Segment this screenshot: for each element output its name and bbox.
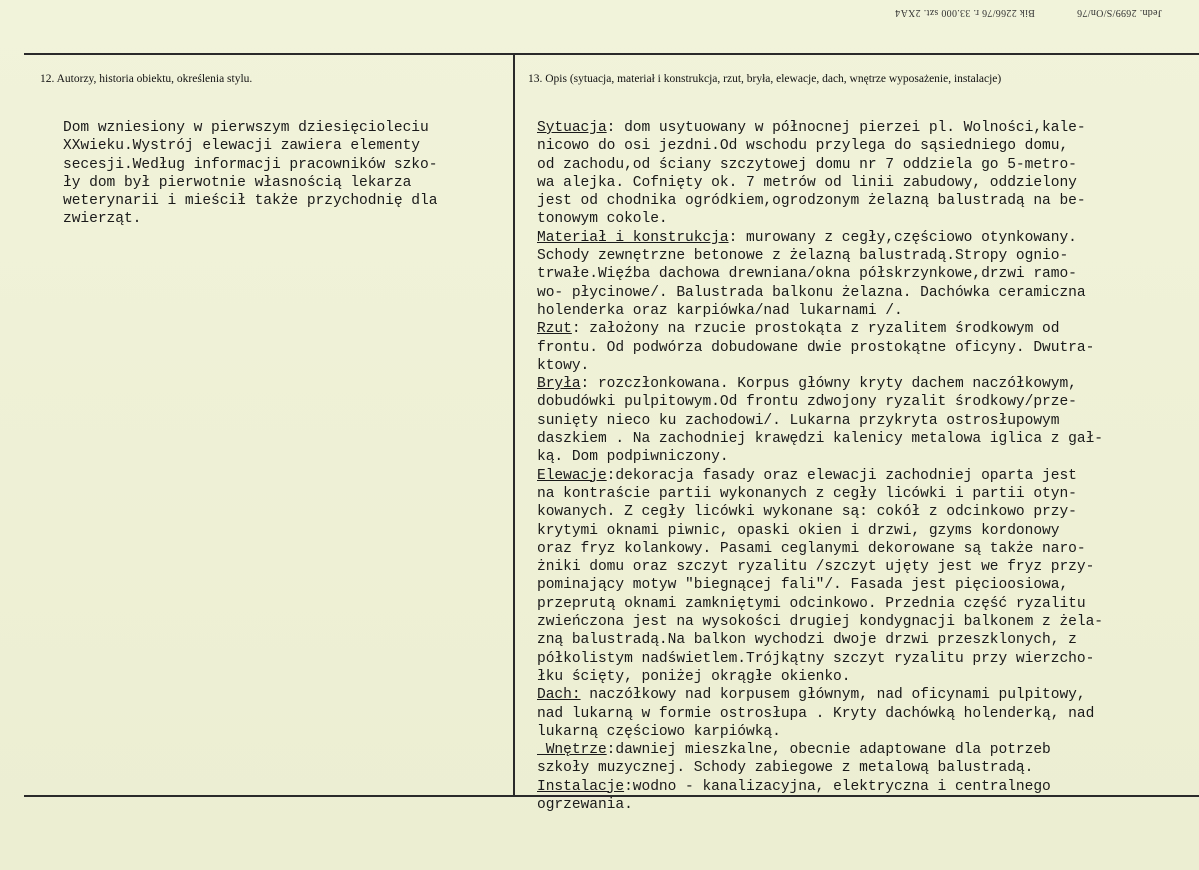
description-line bbox=[537, 210, 1103, 228]
description-text: : rozczłonkowana. Korpus główny kryty dachem naczółkowym, bbox=[580, 376, 1077, 393]
description-line bbox=[537, 613, 1103, 631]
section-keyword: Dach: bbox=[537, 687, 581, 704]
description-text: jest od chodnika ogródkiem,ogrodzonym żelazną balustradą na be- bbox=[537, 193, 1086, 210]
description-typed-text bbox=[537, 119, 1103, 814]
history-typed-text bbox=[63, 119, 437, 229]
description-line bbox=[537, 247, 1103, 265]
description-line bbox=[537, 522, 1103, 540]
description-text: zną balustradą.Na balkon wychodzi dwoje drzwi przeszklonych, z bbox=[537, 632, 1077, 649]
description-line bbox=[537, 723, 1103, 741]
description-line bbox=[537, 174, 1103, 192]
description-text: : murowany z cegły,częściowo otynkowany. bbox=[728, 229, 1077, 246]
description-text: daszkiem . Na zachodniej krawędzi kalenicy metalowa iglica z gał- bbox=[537, 431, 1103, 448]
description-line bbox=[537, 156, 1103, 174]
section-keyword: Rzut bbox=[537, 321, 572, 338]
description-text: :wodno - kanalizacyjna, elektryczna i centralnego bbox=[624, 778, 1051, 795]
description-text: żniki domu oraz szczyt ryzalitu /szczyt ujęty jest we fryz przy- bbox=[537, 559, 1095, 576]
description-text: ogrzewania. bbox=[537, 796, 633, 813]
description-line bbox=[537, 137, 1103, 155]
description-line bbox=[537, 320, 1103, 338]
description-line bbox=[537, 759, 1103, 777]
description-line bbox=[537, 668, 1103, 686]
section-keyword: Sytuacja bbox=[537, 120, 607, 136]
section-13-header: 13. Opis (sytuacja, materiał i konstrukcja, rzut, bryła, elewacje, dach, wnętrze wyposażenie, instalacje) bbox=[528, 73, 1002, 85]
description-text: na kontraście partii wykonanych z cegły licówki i partii otyn- bbox=[537, 485, 1077, 502]
description-line bbox=[537, 448, 1103, 466]
description-line bbox=[537, 540, 1103, 558]
description-line bbox=[537, 631, 1103, 649]
print-code-left: Jedn. 2699/S/On/76 bbox=[1076, 7, 1162, 18]
description-text: : założony na rzucie prostokąta z ryzalitem środkowym od bbox=[571, 321, 1060, 338]
description-line bbox=[537, 393, 1103, 411]
description-line bbox=[537, 796, 1103, 814]
description-text: nicowo do osi jezdni.Od wschodu przylega do sąsiedniego domu, bbox=[537, 138, 1069, 155]
section-keyword: Materiał i konstrukcja bbox=[537, 229, 729, 246]
description-line bbox=[537, 485, 1103, 503]
description-text: tonowym cokole. bbox=[537, 211, 668, 228]
description-text: zwieńczona jest na wysokości drugiej kondygnacji balkonem z żela- bbox=[537, 614, 1103, 631]
description-line bbox=[537, 467, 1103, 485]
description-line bbox=[537, 412, 1103, 430]
description-text: :dawniej mieszkalne, obecnie adaptowane dla potrzeb bbox=[606, 742, 1051, 759]
description-text: :dekoracja fasady oraz elewacji zachodniej oparta jest bbox=[606, 467, 1077, 484]
description-line bbox=[537, 778, 1103, 796]
history-line: ły dom był pierwotnie własnością lekarza bbox=[63, 174, 412, 191]
description-line bbox=[537, 192, 1103, 210]
section-keyword: Wnętrze bbox=[537, 742, 607, 759]
history-line: Dom wzniesiony w pierwszym dziesięcioleciu bbox=[63, 120, 429, 136]
history-line: XXwieku.Wystrój elewacji zawiera elementy bbox=[63, 138, 421, 155]
history-line: zwierząt. bbox=[63, 211, 142, 228]
description-text: trwałe.Więźba dachowa drewniana/okna półskrzynkowe,drzwi ramo- bbox=[537, 266, 1077, 283]
description-line bbox=[537, 650, 1103, 668]
description-text: łku ścięty, poniżej okrągłe okienko. bbox=[537, 668, 851, 685]
description-line bbox=[537, 284, 1103, 302]
description-text: holenderka oraz karpiówka/nad lukarnami /. bbox=[537, 302, 903, 319]
description-line bbox=[537, 229, 1103, 247]
description-line bbox=[537, 705, 1103, 723]
column-divider bbox=[513, 55, 515, 795]
description-line bbox=[537, 302, 1103, 320]
description-text: dobudówki pulpitowym.Od frontu zdwojony ryzalit środkowy/prze- bbox=[537, 394, 1077, 411]
description-text: lukarną częściowo karpiówką. bbox=[537, 723, 781, 740]
description-text: krytymi oknami piwnic, opaski okien i drzwi, gzyms kordonowy bbox=[537, 522, 1060, 539]
description-line bbox=[537, 339, 1103, 357]
description-text: ktowy. bbox=[537, 357, 590, 374]
description-text: ką. Dom podpiwniczony. bbox=[537, 449, 729, 466]
description-line bbox=[537, 430, 1103, 448]
description-line bbox=[537, 686, 1103, 704]
description-line bbox=[537, 119, 1103, 137]
description-text: sunięty nieco ku zachodowi/. Lukarna przykryta ostrosłupowym bbox=[537, 412, 1060, 429]
description-text: Schody zewnętrzne betonowe z żelazną balustradą.Stropy ognio- bbox=[537, 248, 1069, 265]
section-keyword: Instalacje bbox=[537, 778, 625, 795]
description-text: szkoły muzycznej. Schody zabiegowe z metalową balustradą. bbox=[537, 760, 1034, 777]
description-line bbox=[537, 741, 1103, 759]
top-rule bbox=[24, 53, 1199, 55]
description-text: wo- płycinowe/. Balustrada balkonu żelazna. Dachówka ceramiczna bbox=[537, 284, 1086, 301]
description-line bbox=[537, 576, 1103, 594]
description-line bbox=[537, 595, 1103, 613]
section-keyword: Bryła bbox=[537, 376, 581, 393]
description-text: półkolistym nadświetlem.Trójkątny szczyt ryzalitu przy wierzcho- bbox=[537, 650, 1095, 667]
description-text: oraz fryz kolankowy. Pasami ceglanymi dekorowane są także naro- bbox=[537, 540, 1086, 557]
description-text: wa alejka. Cofnięty ok. 7 metrów od linii zabudowy, oddzielony bbox=[537, 174, 1077, 191]
description-text: przeprutą oknami zamkniętymi odcinkowo. Przednia część ryzalitu bbox=[537, 595, 1086, 612]
description-line bbox=[537, 357, 1103, 375]
description-text: kowanych. Z cegły licówki wykonane są: cokół z odcinkowo przy- bbox=[537, 504, 1077, 521]
description-text: naczółkowy nad korpusem głównym, nad oficynami pulpitowy, bbox=[580, 687, 1086, 704]
description-line bbox=[537, 265, 1103, 283]
description-text: nad lukarną w formie ostrosłupa . Kryty dachówką holenderką, nad bbox=[537, 705, 1095, 722]
description-line bbox=[537, 375, 1103, 393]
description-text: : dom usytuowany w północnej pierzei pl. Wolności,kale- bbox=[606, 120, 1086, 136]
history-line: secesji.Według informacji pracowników szko- bbox=[63, 156, 438, 173]
description-text: od zachodu,od ściany szczytowej domu nr 7 oddziela go 5-metro- bbox=[537, 156, 1077, 173]
section-12-header: 12. Autorzy, historia obiektu, określenia stylu. bbox=[40, 73, 253, 85]
description-line bbox=[537, 503, 1103, 521]
description-line bbox=[537, 558, 1103, 576]
print-code bbox=[895, 7, 1162, 18]
description-text: frontu. Od podwórza dobudowane dwie prostokątne oficyny. Dwutra- bbox=[537, 339, 1095, 356]
description-text: pominający motyw "biegnącej fali"/. Fasada jest pięcioosiowa, bbox=[537, 577, 1069, 594]
section-keyword: Elewacje bbox=[537, 467, 607, 484]
print-code-right: Bik 2266/76 r. 33.000 szt. 2XA4 bbox=[895, 7, 1035, 18]
history-line: weterynarii i mieścił także przychodnię dla bbox=[63, 193, 438, 210]
